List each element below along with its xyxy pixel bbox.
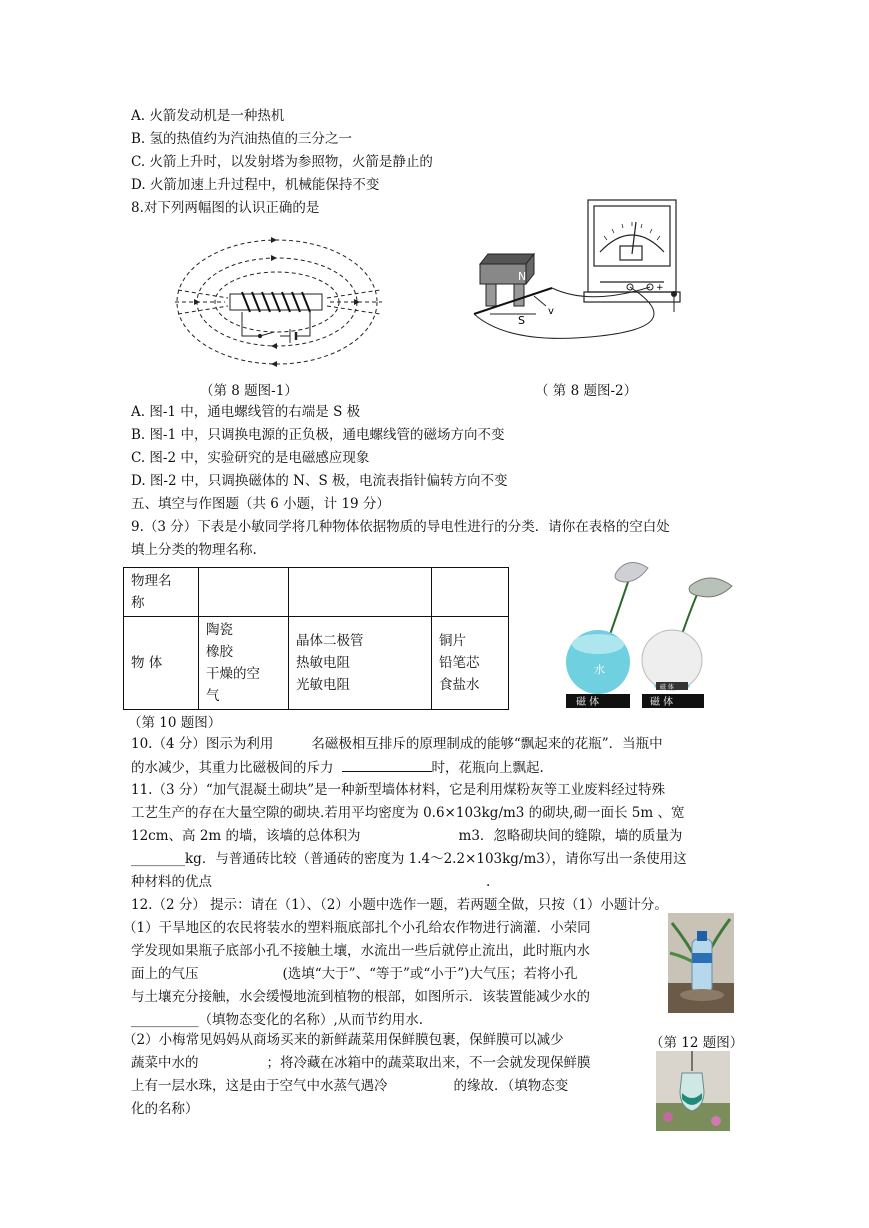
- q10-line-2b: 时，花瓶向上飘起.: [431, 760, 544, 776]
- q12-p2-line-1: （2）小梅常见妈妈从商场买来的新鲜蔬菜用保鲜膜包裹，保鲜膜可以减少: [123, 1032, 564, 1048]
- q11-line-3: [131, 826, 682, 846]
- q12-p1-line-1: （1）干旱地区的农民将装水的塑料瓶底部扎个小孔给农作物进行滴灌．小荣同: [123, 920, 591, 936]
- floating-vase-figure: [560, 556, 740, 710]
- conductivity-table: [123, 567, 509, 710]
- conductor-item: 食盐水: [439, 677, 480, 693]
- q8-option-b: B. 图-1 中，只调换电源的正负极，通电螺线管的磁场方向不变: [131, 427, 505, 443]
- fig12-caption: （第 12 题图）: [650, 1035, 744, 1051]
- solenoid-field-figure: [170, 228, 385, 376]
- q12-p2-line-3: [131, 1076, 568, 1096]
- insulator-item: 橡胶: [206, 644, 233, 660]
- south-pole-label: S: [518, 314, 525, 327]
- q10-line-2a: 的水减少，其重力比磁极间的斥力: [131, 760, 334, 776]
- q12-p1-line-5b: （填物态变化的名称）,从而节约用水.: [198, 1012, 424, 1028]
- drip-bottle-photo: [668, 913, 734, 1013]
- galvanometer-figure: [470, 196, 685, 354]
- conductor-item: 铜片: [439, 633, 466, 649]
- fig8-2-caption: （ 第 8 题图-2）: [535, 383, 638, 399]
- magnet-label-small: 磁 体: [660, 684, 674, 691]
- q10-line-2: [131, 757, 544, 778]
- semiconductor-item: 光敏电阻: [296, 677, 350, 693]
- q8-option-c: C. 图-2 中，实验研究的是电磁感应现象: [131, 450, 370, 466]
- q12-p1-line-2: 学发现如果瓶子底部小孔不接触土壤，水流出一些后就停止流出，此时瓶内水: [131, 943, 590, 959]
- north-pole-label: N: [518, 270, 527, 283]
- q12-p2-line-2: [131, 1053, 591, 1073]
- magnet-label-left: 磁 体: [576, 697, 600, 708]
- q11-line-1: 11.（3 分）“加气混凝土砌块”是一种新型墙体材料，它是利用煤粉灰等工业废料经过特殊: [131, 782, 666, 798]
- q11-line-5b: .: [486, 874, 491, 890]
- blank-cell-2[interactable]: [289, 568, 432, 617]
- q12-p2-line-3b: 的缘故．（填物态变: [453, 1078, 569, 1094]
- q7-option-a: A. 火箭发动机是一种热机: [131, 108, 285, 124]
- fig8-1-caption: （第 8 题图-1）: [200, 383, 298, 399]
- header-label-2: 称: [131, 595, 145, 611]
- q12-p1-line-5a[interactable]: __________: [131, 1012, 199, 1028]
- q12-p2-line-2a: 蔬菜中水的: [131, 1055, 199, 1071]
- q8-option-d: D. 图-2 中，只调换磁体的 N、S 极，电流表指针偏转方向不变: [131, 473, 508, 489]
- conductor-item: 铅笔芯: [439, 655, 480, 671]
- q8-stem: 8.对下列两幅图的认识正确的是: [131, 200, 320, 216]
- q12-intro: 12.（2 分） 提示：请在（1）、（2）小题中选作一题，若两题全做，只按（1）小题计分。: [131, 897, 668, 913]
- answer-blank[interactable]: [342, 757, 432, 772]
- fig10-caption: （第 10 题图）: [128, 715, 222, 731]
- q11-line-3b: m3．忽略砌块间的缝隙，墙的质量为: [458, 828, 683, 844]
- q12-p2-line-4: 化的名称）: [131, 1101, 199, 1117]
- q10-line-1b: 名磁极相互排斥的原理制成的能够“飘起来的花瓶”．当瓶中: [311, 736, 663, 752]
- header-label-1: 物理名: [131, 573, 172, 589]
- semiconductor-item: 热敏电阻: [296, 655, 350, 671]
- q12-p2-line-3a: 上有一层水珠，这是由于空气中水蒸气遇冷: [131, 1078, 388, 1094]
- q12-p1-line-5: [131, 1010, 423, 1030]
- q11-line-5a: 种材料的优点: [131, 874, 212, 890]
- magnet-label-right: 磁 体: [650, 697, 674, 708]
- q10-line-1a: 10.（4 分）图示为利用: [131, 736, 274, 752]
- q11-line-4a[interactable]: ________: [131, 851, 185, 867]
- semiconductor-item: 晶体二极管: [296, 633, 364, 649]
- q10-line-1: [131, 734, 663, 754]
- q7-option-b: B. 氢的热值约为汽油热值的三分之一: [131, 131, 353, 147]
- q9-line-2: 填上分类的物理名称.: [131, 542, 257, 558]
- insulator-item: 干燥的空: [206, 666, 260, 682]
- q7-option-d: D. 火箭加速上升过程中，机械能保持不变: [131, 177, 380, 193]
- blank-cell-3[interactable]: [432, 568, 509, 617]
- blank-cell-1[interactable]: [199, 568, 289, 617]
- q11-line-5: [131, 872, 490, 892]
- q12-p2-line-2b: ；将冷藏在冰箱中的蔬菜取出来，不一会就发现保鲜膜: [266, 1055, 591, 1071]
- insulator-item: 陶瓷: [206, 622, 233, 638]
- water-label: 水: [594, 663, 605, 676]
- velocity-label: v: [548, 306, 554, 317]
- q11-line-3a: 12cm、高 2m 的墙，该墙的总体积为: [131, 828, 361, 844]
- q12-p1-line-4: 与土壤充分接触，水会缓慢地流到植物的根部，如图所示．该装置能减少水的: [131, 989, 590, 1005]
- section-heading: 五、填空与作图题（共 6 小题，计 19 分）: [131, 496, 390, 512]
- insulator-item: 气: [206, 688, 220, 704]
- q9-line-1: 9.（3 分）下表是小敏同学将几种物体依据物质的导电性进行的分类．请你在表格的空白处: [131, 519, 670, 535]
- q11-line-4: [131, 849, 687, 869]
- q12-p1-line-3: [131, 964, 577, 984]
- q11-line-4b: kg．与普通砖比较（普通砖的密度为 1.4～2.2×103kg/m3），请你写出一条使用这: [185, 851, 687, 867]
- row-label: 物 体: [124, 617, 199, 710]
- plus-terminal-label: +: [656, 283, 664, 293]
- q8-option-a: A. 图-1 中，通电螺线管的右端是 S 极: [131, 404, 361, 420]
- hanging-bottle-photo: [656, 1051, 730, 1131]
- q12-p1-line-3a: 面上的气压: [131, 966, 199, 982]
- q11-line-2: 工艺生产的存在大量空隙的砌块.若用平均密度为 0.6×103kg/m3 的砌块,砌一面长 5m 、宽: [131, 805, 685, 821]
- q12-p1-line-3b: (选填“大于”、“等于”或“小于”)大气压；若将小孔: [282, 966, 578, 982]
- q7-option-c: C. 火箭上升时，以发射塔为参照物，火箭是静止的: [131, 154, 433, 170]
